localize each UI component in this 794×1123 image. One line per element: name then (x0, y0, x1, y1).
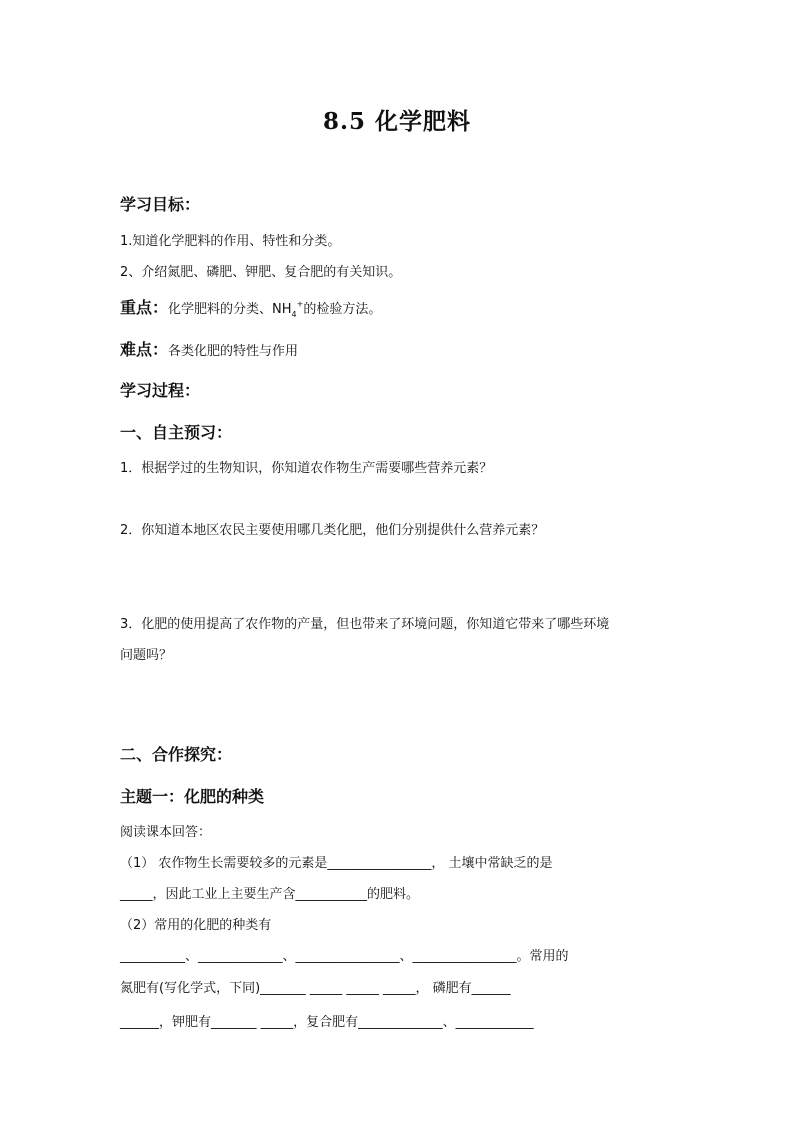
objective-item-1: 1.知道化学肥料的作用、特性和分类。 (120, 234, 341, 249)
part-2-line-1: （2）常用的化肥的种类有 (120, 918, 272, 933)
section1-heading: 一、自主预习： (120, 423, 233, 442)
topic-1-heading: 主题一：化肥的种类 (120, 787, 265, 806)
key-point-text-after: 的检验方法。 (303, 302, 382, 317)
difficult-point (120, 337, 298, 360)
question-1: 1．根据学过的生物知识，你知道农作物生产需要哪些营养元素？ (120, 461, 493, 476)
question-3-line-2: 问题吗？ (120, 648, 173, 663)
part-1-line-1: （1） 农作物生长需要较多的元素是________________， 土壤中常缺乏的是 (120, 856, 553, 871)
part-2-line-2: __________、_____________、________________、________________。常用的 (120, 949, 569, 964)
key-point-text-before: 化学肥料的分类、NH (168, 302, 292, 317)
page-title: 8.5 化学肥料 (322, 108, 472, 135)
part-2-line-4: ______，钾肥有_______ _____，复合肥有_____________、____________ (120, 1015, 534, 1030)
question-2: 2．你知道本地区农民主要使用哪几类化肥，他们分别提供什么营养元素？ (120, 523, 545, 538)
section2-heading: 二、合作探究： (120, 745, 233, 764)
key-point-sub: 4 (291, 310, 297, 320)
key-point-label: 重点： (120, 298, 169, 317)
part-2-line-3: 氮肥有(写化学式，下同)_______ _____ _____ _____， 磷肥有______ (120, 981, 511, 996)
part-1-line-2: _____，因此工业上主要生产含___________的肥料。 (120, 887, 420, 902)
read-prompt: 阅读课本回答： (120, 825, 212, 840)
difficult-point-label: 难点： (120, 340, 169, 359)
key-point-sup: + (296, 299, 304, 309)
difficult-point-text: 各类化肥的特性与作用 (168, 344, 299, 359)
objectives-heading: 学习目标： (120, 195, 201, 214)
key-point (120, 295, 381, 319)
process-heading: 学习过程： (120, 381, 201, 400)
objective-item-2: 2、介绍氮肥、磷肥、钾肥、复合肥的有关知识。 (120, 265, 402, 280)
question-3-line-1: 3．化肥的使用提高了农作物的产量，但也带来了环境问题，你知道它带来了哪些环境 (120, 617, 610, 632)
